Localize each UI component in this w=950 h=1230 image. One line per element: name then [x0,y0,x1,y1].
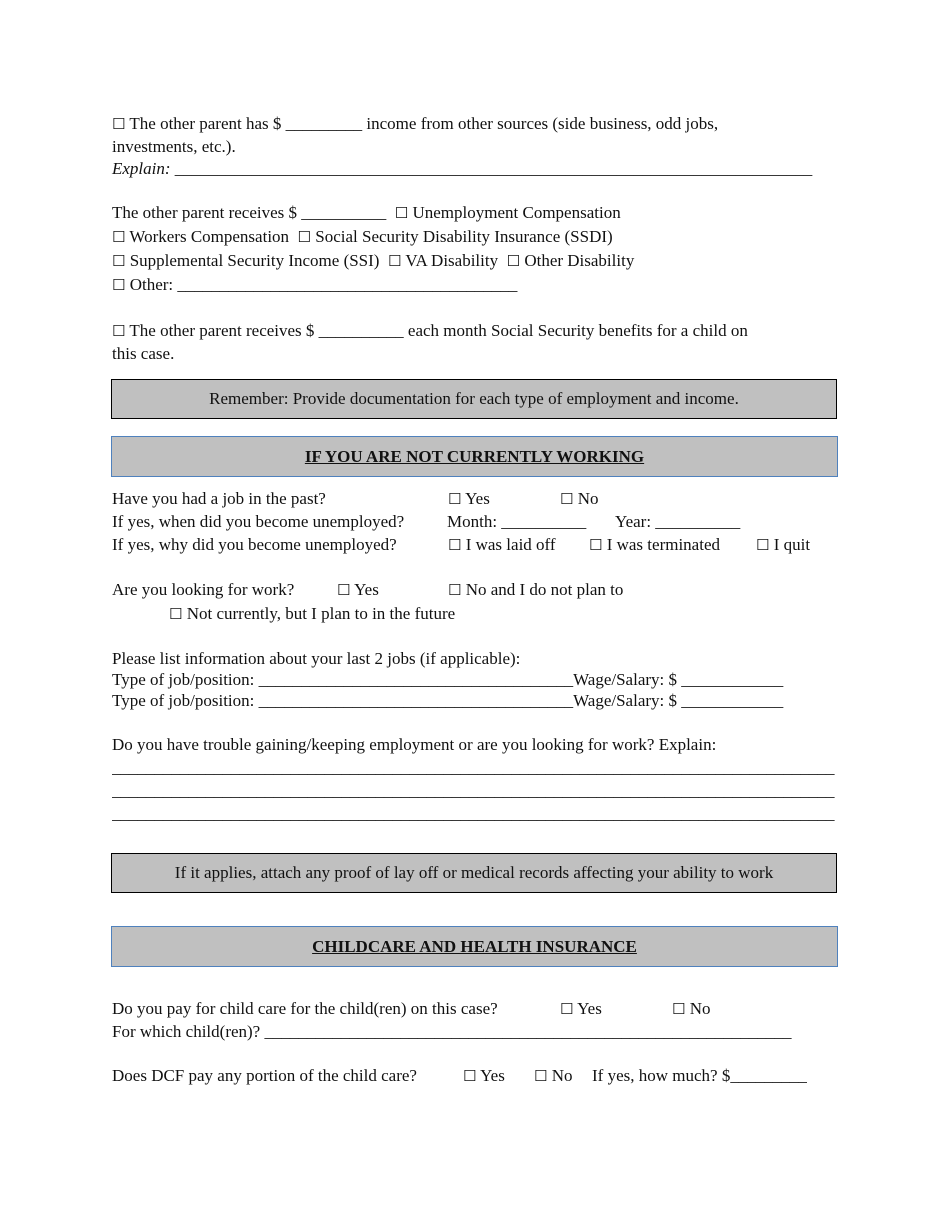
ss-child-text: The other parent receives $ __________ each month Social Security benefits for a child on [129,321,748,340]
benefits-row4 [112,274,517,296]
dcf-yes-checkbox[interactable]: ☐ [463,1067,477,1085]
ssi-label: Supplemental Security Income (SSI) [129,251,380,270]
looking-question: Are you looking for work? [112,580,295,599]
not-working-header: IF YOU ARE NOT CURRENTLY WORKING [111,436,838,477]
dcf-yes-label: Yes [480,1066,505,1085]
benefits-row3 [112,250,634,272]
looking-future-label: Not currently, but I plan to in the future [186,604,456,623]
other-income-checkbox[interactable]: ☐ [112,115,126,133]
looking-no-plan-checkbox[interactable]: ☐ [448,581,462,599]
looking-future-checkbox[interactable]: ☐ [169,605,183,623]
which-children-field[interactable]: For which child(ren)? ______________________________________________________________ [112,1022,792,1041]
other-income-text: The other parent has $ _________ income from other sources (side business, odd jobs, [129,114,719,133]
looking-future[interactable] [169,603,455,625]
trouble-question: Do you have trouble gaining/keeping employment or are you looking for work? Explain: [112,735,717,754]
childcare-question: Do you pay for child care for the child(ren) on this case? [112,999,498,1018]
other-disability-checkbox[interactable]: ☐ [506,252,521,270]
dcf-no[interactable] [534,1065,572,1087]
other-disability-label: Other Disability [524,251,635,270]
workers-comp-label: Workers Compensation [129,227,290,246]
receives-amount-field[interactable]: The other parent receives $ __________ [112,203,387,222]
terminated-label: I was terminated [606,535,720,554]
quit-label: I quit [773,535,811,554]
ss-child-checkbox[interactable]: ☐ [112,322,126,340]
dcf-no-checkbox[interactable]: ☐ [534,1067,548,1085]
past-job-no-checkbox[interactable]: ☐ [560,490,574,508]
last-jobs-intro: Please list information about your last 2 jobs (if applicable): [112,649,521,668]
explain-label: Explain: [112,159,171,178]
benefits-row1 [112,202,621,224]
terminated-option[interactable] [589,534,720,556]
unemployment-label: Unemployment Compensation [412,203,621,222]
laid-off-option[interactable] [448,534,556,556]
unemployed-why-question: If yes, why did you become unemployed? [112,535,397,554]
dcf-amount-field[interactable]: If yes, how much? $_________ [592,1066,807,1085]
va-checkbox[interactable]: ☐ [387,252,402,270]
workers-comp-checkbox[interactable]: ☐ [112,228,126,246]
unemployment-checkbox[interactable]: ☐ [394,204,409,222]
childcare-header: CHILDCARE AND HEALTH INSURANCE [111,926,838,967]
reminder-box: Remember: Provide documentation for each type of employment and income. [111,379,837,419]
unemployed-when-question: If yes, when did you become unemployed? [112,512,405,531]
laid-off-label: I was laid off [465,535,556,554]
laid-off-checkbox[interactable]: ☐ [448,536,462,554]
other-benefit-field[interactable]: Other: ________________________________________ [129,275,518,294]
looking-yes-label: Yes [354,580,379,599]
terminated-checkbox[interactable]: ☐ [589,536,603,554]
va-label: VA Disability [405,251,499,270]
trouble-blank-3[interactable]: _____________________________________________________________________________________ [112,804,835,823]
dcf-yes[interactable] [463,1065,505,1087]
other-income-line1 [112,113,718,135]
childcare-no-label: No [689,999,711,1018]
childcare-yes[interactable] [560,998,602,1020]
dcf-question: Does DCF pay any portion of the child care? [112,1066,417,1085]
ssdi-checkbox[interactable]: ☐ [297,228,311,246]
childcare-yes-checkbox[interactable]: ☐ [560,1000,574,1018]
other-benefit-checkbox[interactable]: ☐ [112,276,126,294]
past-job-no-label: No [577,489,599,508]
ssi-checkbox[interactable]: ☐ [112,252,126,270]
job2-field[interactable]: Type of job/position: _____________________________________Wage/Salary: $ ____________ [112,691,784,710]
benefits-row2 [112,226,613,248]
trouble-blank-1[interactable]: _____________________________________________________________________________________ [112,758,835,777]
past-job-question: Have you had a job in the past? [112,489,326,508]
past-job-yes[interactable] [448,488,490,510]
looking-yes-checkbox[interactable]: ☐ [337,581,351,599]
childcare-no-checkbox[interactable]: ☐ [672,1000,686,1018]
explain-row [112,158,812,180]
explain-field[interactable]: ___________________________________________________________________________ [174,159,813,178]
job1-field[interactable]: Type of job/position: _____________________________________Wage/Salary: $ ____________ [112,670,784,689]
other-income-line2: investments, etc.). [112,137,236,156]
month-field[interactable]: Month: __________ [447,512,587,531]
trouble-blank-2[interactable]: _____________________________________________________________________________________ [112,781,835,800]
proof-box: If it applies, attach any proof of lay off or medical records affecting your ability to work [111,853,837,893]
ss-child-line1 [112,320,748,342]
quit-checkbox[interactable]: ☐ [756,536,770,554]
year-field[interactable]: Year: __________ [615,512,741,531]
quit-option[interactable] [756,534,810,556]
looking-no-plan[interactable] [448,579,623,601]
past-job-yes-label: Yes [465,489,490,508]
dcf-no-label: No [551,1066,573,1085]
ss-child-line2: this case. [112,344,175,363]
past-job-no[interactable] [560,488,598,510]
looking-no-plan-label: No and I do not plan to [465,580,624,599]
past-job-yes-checkbox[interactable]: ☐ [448,490,462,508]
ssdi-label: Social Security Disability Insurance (SSDI) [315,227,613,246]
looking-yes[interactable] [337,579,379,601]
childcare-yes-label: Yes [577,999,602,1018]
childcare-no[interactable] [672,998,710,1020]
